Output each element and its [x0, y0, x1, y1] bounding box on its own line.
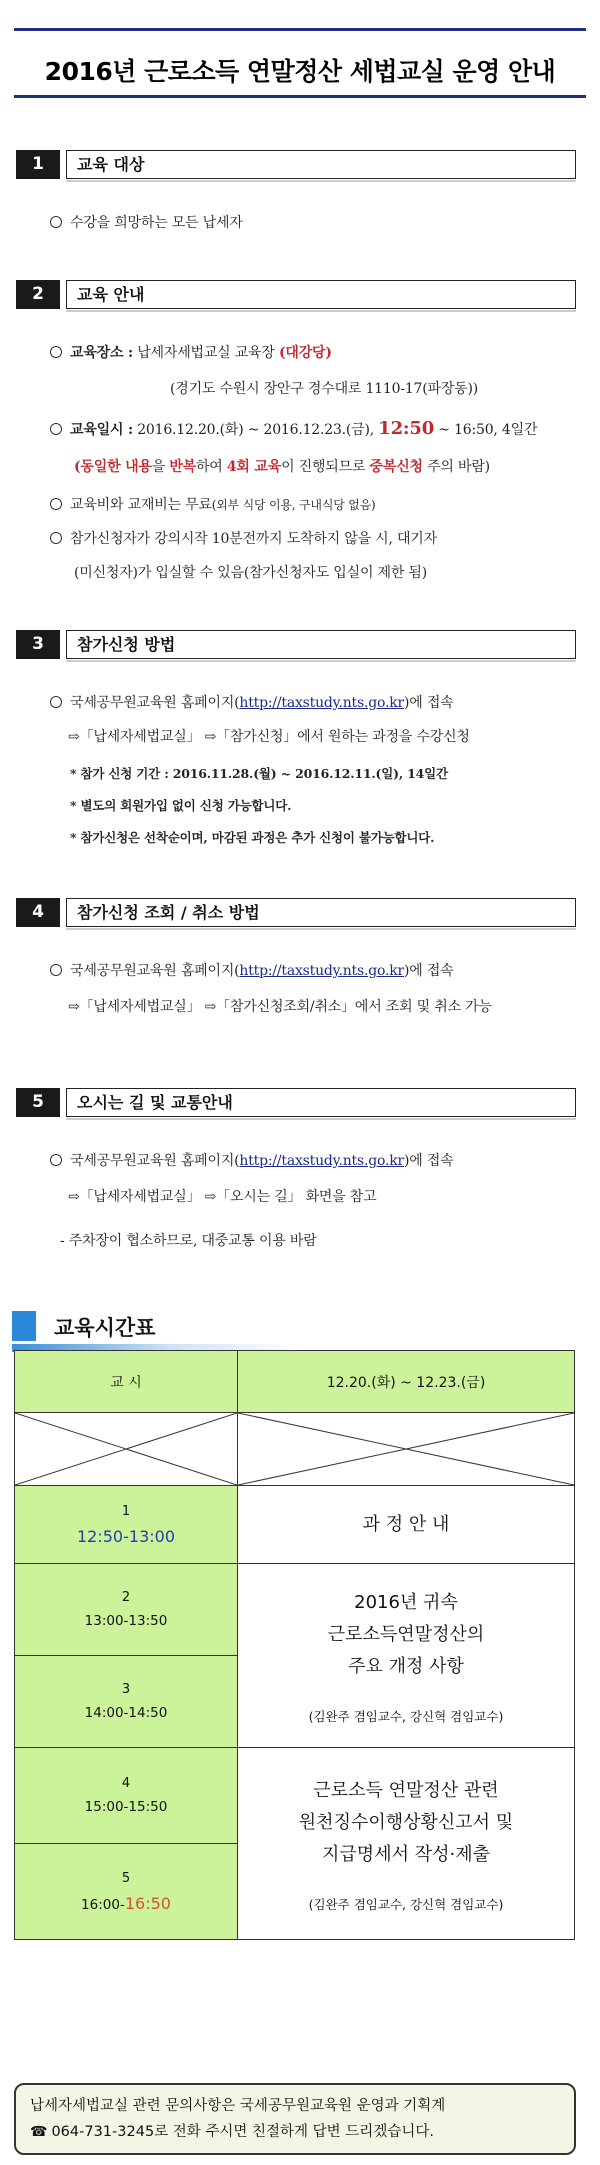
crossed-cell: [15, 1413, 238, 1486]
target-line: [50, 212, 243, 232]
s4-text: 국세공무원교육원 홈페이지(: [70, 963, 240, 979]
section-title: 참가신청 조회 / 취소 방법: [66, 898, 576, 927]
lecturers: (김완주 겸임교수, 강신혁 겸임교수): [308, 1708, 504, 1724]
table-header-row: [15, 1351, 575, 1413]
repeat-notice: [74, 456, 490, 476]
circle-bullet-icon: [50, 423, 62, 435]
section-1-header: [16, 150, 576, 179]
content-line: 2016년 귀속: [354, 1591, 458, 1613]
repeat-part: 4회 교육: [226, 459, 282, 475]
s5-line-1: [50, 1150, 453, 1170]
cross-lines-icon: [238, 1413, 574, 1485]
table-row: [15, 1413, 575, 1486]
contact-line-2: [30, 2119, 560, 2145]
period-3-cell: [15, 1656, 238, 1748]
content-1-cell: 과 정 안 내: [238, 1486, 575, 1564]
section-2-header: [16, 280, 576, 309]
s3-text: )에 접속: [404, 695, 454, 711]
section-title: 교육 대상: [66, 150, 576, 179]
timetable-heading: [12, 1308, 302, 1348]
circle-bullet-icon: [50, 532, 62, 544]
fee-text: 교육비와 교재비는 무료: [70, 497, 212, 513]
s4-line-1: [50, 960, 453, 980]
period-number: 3: [121, 1682, 131, 1697]
date-line: [50, 418, 537, 439]
section-number: 4: [16, 898, 60, 927]
content-line: 원천징수이행상황신고서 및: [298, 1811, 514, 1833]
section-title: 교육 안내: [66, 280, 576, 309]
s3-note-3: * 참가신청은 선착순이며, 마감된 과정은 추가 신청이 불가능합니다.: [70, 830, 435, 845]
content-line: 지급명세서 작성·제출: [322, 1843, 490, 1865]
fee-note: (외부 식당 이용, 구내식당 없음): [211, 498, 376, 512]
section-5-header: [16, 1088, 576, 1117]
section-title: 참가신청 방법: [66, 630, 576, 659]
repeat-part: 반복: [169, 459, 196, 475]
s3-line-1: [50, 692, 453, 712]
cross-lines-icon: [15, 1413, 237, 1485]
content-2-3-cell: [238, 1564, 575, 1748]
target-text: 수강을 희망하는 모든 납세자: [70, 215, 243, 231]
period-number: 2: [121, 1590, 131, 1605]
circle-bullet-icon: [50, 964, 62, 976]
crossed-cell: [238, 1413, 575, 1486]
timetable: [14, 1350, 575, 1940]
place-hall: (대강당): [278, 345, 332, 361]
circle-bullet-icon: [50, 498, 62, 510]
period-time: 14:00-14:50: [84, 1705, 168, 1721]
timetable-title: 교육시간표: [54, 1316, 156, 1340]
section-number: 3: [16, 630, 60, 659]
period-time: 12:50-13:00: [77, 1526, 175, 1546]
period-number: 1: [121, 1503, 131, 1519]
period-time: [15, 1894, 237, 1913]
content-line: 주요 개정 사항: [348, 1655, 464, 1677]
late-text: 참가신청자가 강의시작 10분전까지 도착하지 않을 시, 대기자: [70, 531, 437, 547]
contact-phone-text: 064-731-3245로 전화 주시면 친절하게 답변 드리겠습니다.: [51, 2124, 434, 2140]
fee-line: [50, 494, 376, 514]
phone-icon: ☎: [30, 2124, 48, 2140]
period-2-cell: [15, 1564, 238, 1656]
content-line: 근로소득연말정산의: [327, 1623, 485, 1645]
section-4-header: [16, 898, 576, 927]
s3-note-1: * 참가 신청 기간 : 2016.11.28.(월) ~ 2016.12.11.(일), 14일간: [70, 766, 448, 781]
contact-box: [14, 2083, 576, 2155]
circle-bullet-icon: [50, 696, 62, 708]
circle-bullet-icon: [50, 216, 62, 228]
blue-square-icon: [12, 1311, 36, 1341]
s5-text: 국세공무원교육원 홈페이지(: [70, 1153, 240, 1169]
period-4-cell: [15, 1748, 238, 1844]
period-5-cell: [15, 1844, 238, 1940]
period-number: 5: [121, 1870, 131, 1886]
s4-text: )에 접속: [404, 963, 454, 979]
homepage-link[interactable]: http://taxstudy.nts.go.kr: [239, 963, 404, 979]
header-period: 교 시: [15, 1351, 238, 1413]
homepage-link[interactable]: http://taxstudy.nts.go.kr: [239, 1153, 404, 1169]
time-start: 12:50: [378, 418, 435, 439]
section-number: 1: [16, 150, 60, 179]
lecturers: (김완주 겸임교수, 강신혁 겸임교수): [308, 1896, 504, 1912]
header-dates: 12.20.(화) ~ 12.23.(금): [238, 1351, 575, 1413]
address-line: (경기도 수원시 장안구 경수대로 1110-17(파장동)): [170, 381, 479, 397]
s5-text: )에 접속: [404, 1153, 454, 1169]
period-time-end: 16:50: [124, 1893, 171, 1913]
s3-note-2: * 별도의 회원가입 없이 신청 가능합니다.: [70, 798, 292, 813]
period-time: 13:00-13:50: [84, 1613, 168, 1629]
place-label: 교육장소 :: [70, 345, 133, 361]
place-line: [50, 342, 332, 362]
period-time-start: 16:00-: [81, 1896, 125, 1913]
time-rest: ~ 16:50, 4일간: [438, 422, 538, 438]
place-text: 납세자세법교실 교육장: [137, 345, 275, 361]
repeat-part: (동일한 내용: [74, 459, 152, 475]
content-line: 근로소득 연말정산 관련: [313, 1779, 499, 1801]
title-rule: [14, 95, 586, 98]
s3-text: 국세공무원교육원 홈페이지(: [70, 695, 240, 711]
page-title: 2016년 근로소득 연말정산 세법교실 운영 안내: [44, 57, 556, 86]
content-4-5-cell: [238, 1748, 575, 1940]
repeat-part: 이 진행되므로: [281, 459, 366, 475]
period-1-cell: [15, 1486, 238, 1564]
s3-line-2: ⇨「납세자세법교실」 ⇨「참가신청」에서 원하는 과정을 수강신청: [68, 729, 470, 745]
s5-line-3: - 주차장이 협소하므로, 대중교통 이용 바람: [60, 1233, 317, 1249]
repeat-part: 주의 바람): [427, 459, 490, 475]
period-number: 4: [121, 1776, 131, 1791]
repeat-part: 중복신청: [369, 459, 423, 475]
contact-line-1: 납세자세법교실 관련 문의사항은 국세공무원교육원 운영과 기획계: [30, 2098, 446, 2114]
period-time: 15:00-15:50: [84, 1799, 168, 1815]
top-rule: [14, 28, 586, 31]
date-label: 교육일시 :: [70, 422, 133, 438]
circle-bullet-icon: [50, 1154, 62, 1166]
late-line-1: [50, 528, 437, 548]
table-row: [15, 1564, 575, 1656]
s5-line-2: ⇨「납세자세법교실」 ⇨「오시는 길」 화면을 참고: [68, 1189, 377, 1205]
section-title: 오시는 길 및 교통안내: [66, 1088, 576, 1117]
repeat-part: 하여: [195, 459, 223, 475]
repeat-part: 을: [151, 459, 166, 475]
date-range: 2016.12.20.(화) ~ 2016.12.23.(금),: [137, 422, 375, 438]
section-number: 5: [16, 1088, 60, 1117]
table-row: [15, 1748, 575, 1844]
circle-bullet-icon: [50, 346, 62, 358]
section-number: 2: [16, 280, 60, 309]
section-3-header: [16, 630, 576, 659]
s4-line-2: ⇨「납세자세법교실」 ⇨「참가신청조회/취소」에서 조회 및 취소 가능: [68, 999, 492, 1015]
table-row: [15, 1486, 575, 1564]
late-line-2: (미신청자)가 입실할 수 있음(참가신청자도 입실이 제한 됨): [74, 565, 427, 581]
homepage-link[interactable]: http://taxstudy.nts.go.kr: [239, 695, 404, 711]
